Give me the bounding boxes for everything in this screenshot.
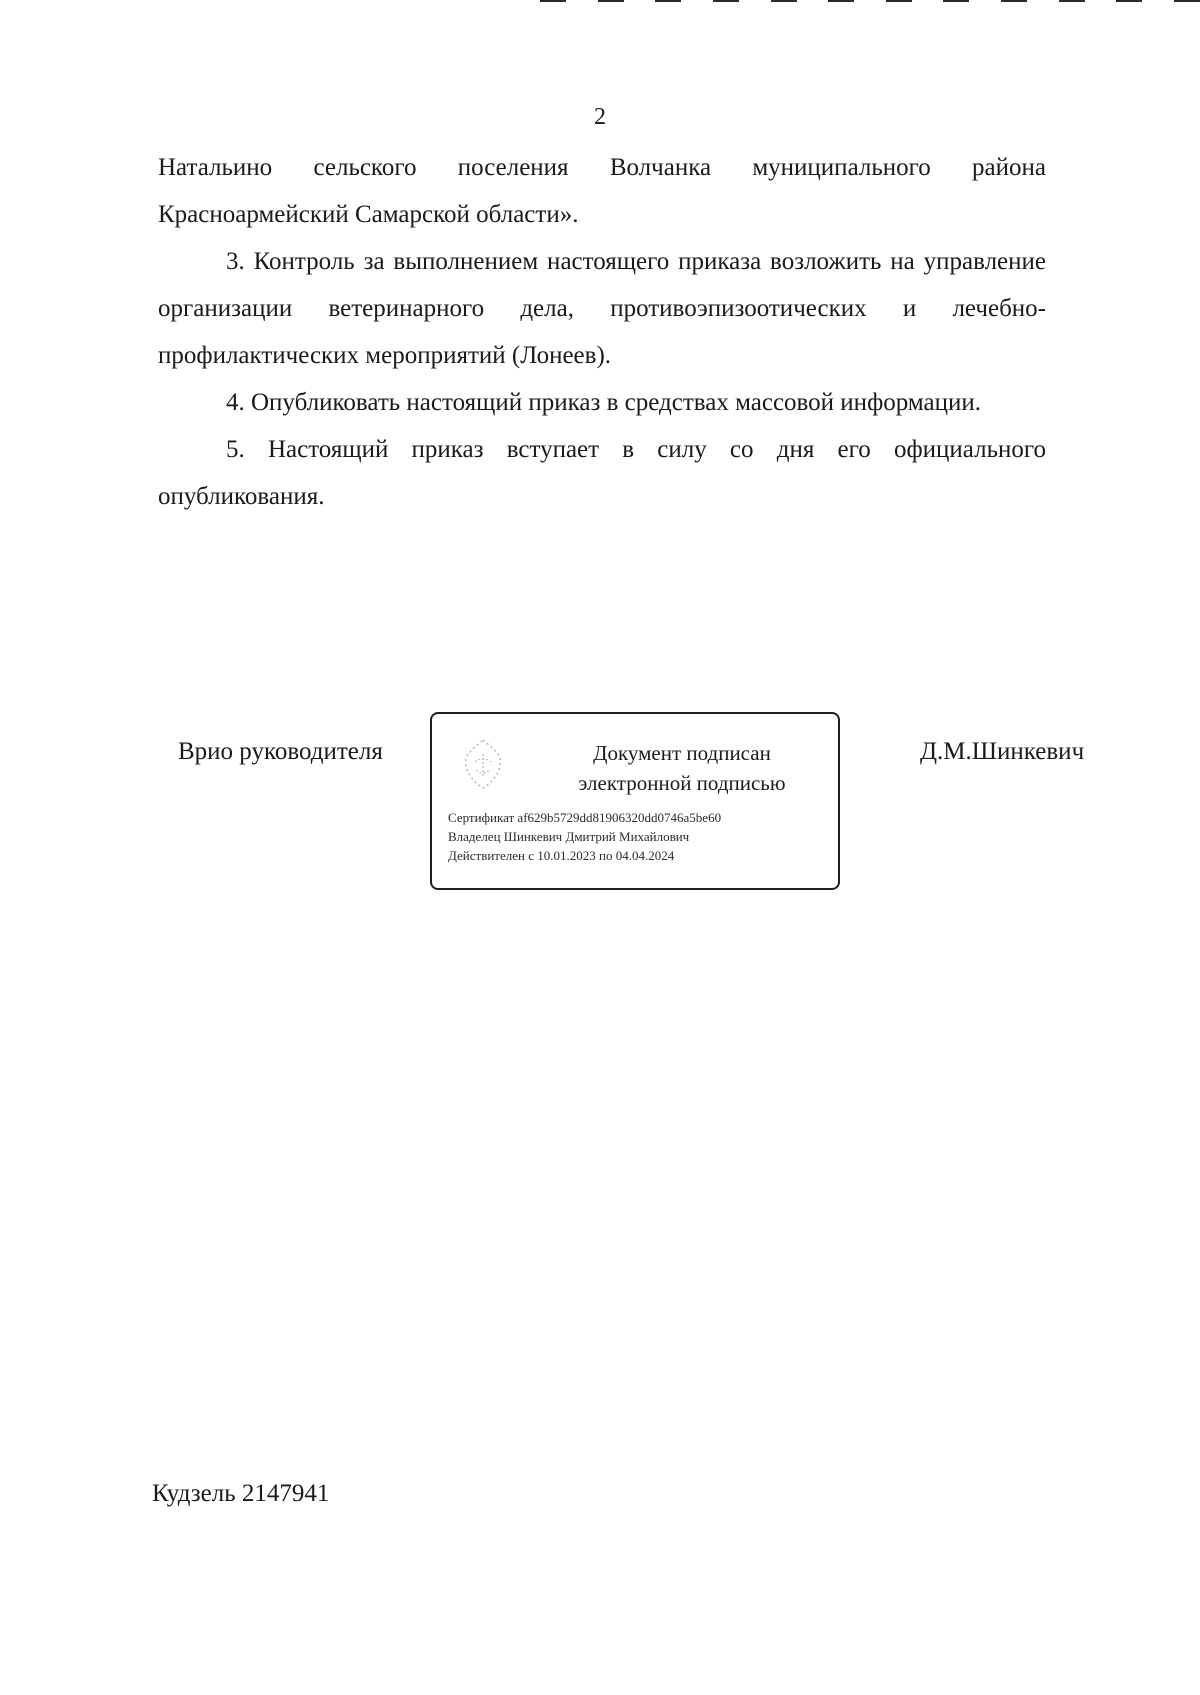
- stamp-heading-line1: Документ подписан: [593, 741, 771, 765]
- scan-edge-artifact: [540, 0, 1200, 4]
- stamp-certificate: Сертификат af629b5729dd81906320dd0746a5be60: [448, 810, 722, 825]
- paragraph-item-3: 3. Контроль за выполнением настоящего приказа возложить на управление организации ветеринарного дела, противоэпизоотических и лечебно-профилактических мероприятий (Лонеев).: [158, 248, 1046, 369]
- stamp-details: [448, 808, 721, 865]
- executor-note: Кудзель 2147941: [152, 1480, 330, 1507]
- signer-name: Д.М.Шинкевич: [920, 738, 1085, 765]
- paragraph-continuation: Натальино сельского поселения Волчанка муниципального района Красноармейский Самарской области».: [158, 154, 1046, 228]
- document-body: [158, 144, 1046, 520]
- paragraph-item-5: 5. Настоящий приказ вступает в силу со дня его официального опубликования.: [158, 436, 1046, 510]
- electronic-signature-stamp: [430, 712, 840, 890]
- stamp-validity: Действителен с 10.01.2023 по 04.04.2024: [448, 848, 675, 863]
- page-number: 2: [594, 104, 606, 130]
- stamp-heading-line2: электронной подписью: [578, 771, 786, 795]
- stamp-heading: [542, 738, 822, 798]
- stamp-owner: Владелец Шинкевич Дмитрий Михайлович: [448, 829, 690, 844]
- signature-block: [0, 712, 1200, 902]
- emblem-icon: [460, 736, 506, 792]
- signer-position: Врио руководителя: [178, 738, 383, 765]
- paragraph-item-4: 4. Опубликовать настоящий приказ в средствах массовой информации.: [226, 389, 982, 416]
